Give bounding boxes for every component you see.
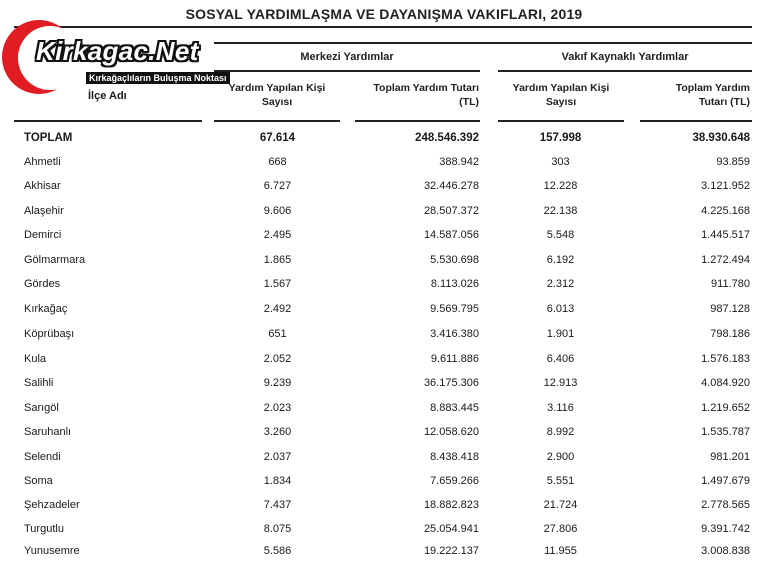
tutar-merkezi: 12.058.620	[423, 426, 479, 438]
table-row	[0, 475, 768, 495]
group-rule-vakif	[498, 70, 752, 72]
tutar-merkezi: 28.507.372	[423, 205, 479, 217]
col2-line1: Toplam Yardım Tutarı	[373, 82, 479, 94]
tutar-vakif: 987.128	[710, 303, 750, 315]
column-header-ilce: İlçe Adı	[88, 90, 127, 102]
header-top-rule	[214, 42, 752, 44]
col3-line1: Yardım Yapılan Kişi	[512, 82, 610, 94]
tutar-vakif: 2.778.565	[701, 499, 750, 511]
col1-line2: Sayısı	[261, 96, 293, 108]
ilce-name: Alaşehir	[24, 205, 64, 217]
column-header-kisi-merkezi	[214, 81, 340, 109]
logo-tagline: Kırkağaçlıların Buluşma Noktası	[86, 72, 230, 84]
table-row	[0, 278, 768, 298]
column-header-tutar-merkezi	[355, 81, 479, 109]
tutar-merkezi: 9.569.795	[430, 303, 479, 315]
tutar-merkezi: 5.530.698	[430, 254, 479, 266]
kisi-merkezi: 7.437	[263, 499, 292, 511]
tutar-vakif: 1.272.494	[701, 254, 750, 266]
ilce-name: Ahmetli	[24, 156, 61, 168]
ilce-name: Turgutlu	[24, 523, 64, 535]
header-rule-c4	[640, 120, 752, 122]
kisi-merkezi: 2.023	[263, 402, 292, 414]
tutar-vakif: 4.225.168	[701, 205, 750, 217]
table-row	[0, 545, 768, 565]
table-row	[0, 303, 768, 323]
ilce-name: Kırkağaç	[24, 303, 68, 315]
total-kisi-vakif: 157.998	[539, 132, 582, 144]
tutar-vakif: 1.535.787	[701, 426, 750, 438]
tutar-merkezi: 388.942	[439, 156, 479, 168]
tutar-vakif: 911.780	[711, 278, 750, 290]
tutar-vakif: 981.201	[710, 451, 750, 463]
table-row	[0, 353, 768, 373]
header-rule-c2	[355, 120, 480, 122]
tutar-merkezi: 9.611.886	[430, 353, 479, 365]
tutar-merkezi: 8.438.418	[430, 451, 479, 463]
kisi-merkezi: 1.834	[263, 475, 292, 487]
tutar-vakif: 93.859	[716, 156, 750, 168]
ilce-name: Saruhanlı	[24, 426, 72, 438]
table-row	[0, 180, 768, 200]
ilce-name: Gördes	[24, 278, 61, 290]
ilce-name: Demirci	[24, 229, 62, 241]
tutar-vakif: 1.445.517	[701, 229, 750, 241]
tutar-vakif: 1.219.652	[701, 402, 750, 414]
header-rule-c3	[498, 120, 624, 122]
table-row	[0, 451, 768, 471]
kisi-merkezi: 1.865	[263, 254, 292, 266]
group-header-merkezi: Merkezi Yardımlar	[300, 51, 394, 63]
table-row	[0, 377, 768, 397]
page-title: SOSYAL YARDIMLAŞMA VE DAYANIŞMA VAKIFLARI, 2019	[185, 6, 583, 22]
ilce-name: Selendi	[24, 451, 61, 463]
kisi-vakif: 6.192	[546, 254, 575, 266]
kisi-vakif: 5.548	[546, 229, 575, 241]
kisi-merkezi: 1.567	[263, 278, 292, 290]
col1-line1: Yardım Yapılan Kişi	[228, 82, 326, 94]
kisi-vakif: 12.228	[543, 180, 578, 192]
tutar-merkezi: 19.222.137	[423, 545, 479, 557]
kisi-vakif: 21.724	[543, 499, 578, 511]
kisi-merkezi: 2.052	[263, 353, 292, 365]
kisi-vakif: 2.312	[546, 278, 575, 290]
total-kisi-merkezi: 67.614	[259, 132, 296, 144]
ilce-name: Köprübaşı	[24, 328, 75, 340]
column-header-tutar-vakif	[640, 81, 750, 109]
tutar-vakif: 4.084.920	[701, 377, 750, 389]
kisi-merkezi: 9.239	[263, 377, 292, 389]
kisi-merkezi: 6.727	[263, 180, 292, 192]
table-row	[0, 328, 768, 348]
group-rule-merkezi	[214, 70, 480, 72]
ilce-name: Kula	[24, 353, 47, 365]
kisi-merkezi: 8.075	[263, 523, 292, 535]
ilce-name: Soma	[24, 475, 53, 487]
table-row	[0, 205, 768, 225]
ilce-name: Yunusemre	[24, 545, 80, 557]
tutar-merkezi: 14.587.056	[423, 229, 479, 241]
group-header-vakif: Vakıf Kaynaklı Yardımlar	[561, 51, 689, 63]
kisi-merkezi: 5.586	[263, 545, 292, 557]
kisi-merkezi: 668	[268, 156, 287, 168]
table-row	[0, 156, 768, 176]
header-rule-ilce	[14, 120, 202, 122]
ilce-name: Gölmarmara	[24, 254, 86, 266]
col4-line2: Tutarı (TL)	[698, 96, 750, 108]
tutar-vakif: 1.576.183	[701, 353, 750, 365]
tutar-vakif: 1.497.679	[701, 475, 750, 487]
total-tutar-merkezi: 248.546.392	[415, 132, 479, 144]
total-tutar-vakif: 38.930.648	[692, 132, 750, 144]
table-row	[0, 229, 768, 249]
ilce-name: Akhisar	[24, 180, 61, 192]
kisi-merkezi: 2.037	[263, 451, 292, 463]
kisi-vakif: 12.913	[543, 377, 578, 389]
ilce-name: Şehzadeler	[24, 499, 80, 511]
total-label: TOPLAM	[24, 132, 73, 144]
kisi-merkezi: 9.606	[263, 205, 292, 217]
col4-line1: Toplam Yardım	[675, 82, 750, 94]
kisi-vakif: 22.138	[543, 205, 578, 217]
col2-line2: (TL)	[459, 96, 479, 108]
kisi-vakif: 6.013	[546, 303, 575, 315]
tutar-merkezi: 8.113.026	[430, 278, 479, 290]
kisi-merkezi: 2.495	[263, 229, 292, 241]
table-row	[0, 426, 768, 446]
kisi-merkezi: 651	[268, 328, 287, 340]
tutar-merkezi: 8.883.445	[430, 402, 479, 414]
kisi-vakif: 5.551	[546, 475, 575, 487]
kisi-vakif: 11.955	[544, 545, 577, 557]
table-row	[0, 523, 768, 543]
header-rule-c1	[214, 120, 340, 122]
tutar-vakif: 798.186	[710, 328, 750, 340]
kisi-vakif: 303	[551, 156, 570, 168]
tutar-vakif: 3.121.952	[701, 180, 750, 192]
table-row	[0, 402, 768, 422]
tutar-merkezi: 3.416.380	[430, 328, 479, 340]
kisi-vakif: 6.406	[546, 353, 575, 365]
kisi-vakif: 1.901	[546, 328, 575, 340]
ilce-name: Sarıgöl	[24, 402, 59, 414]
kisi-vakif: 27.806	[543, 523, 578, 535]
tutar-merkezi: 36.175.306	[423, 377, 479, 389]
kisi-merkezi: 3.260	[263, 426, 292, 438]
logo-name: Kirkagac.Net	[36, 36, 199, 66]
kisi-vakif: 3.116	[547, 402, 574, 414]
kisi-merkezi: 2.492	[263, 303, 292, 315]
column-header-kisi-vakif	[498, 81, 624, 109]
tutar-merkezi: 18.882.823	[423, 499, 479, 511]
kisi-vakif: 8.992	[546, 426, 575, 438]
tutar-vakif: 9.391.742	[701, 523, 750, 535]
tutar-vakif: 3.008.838	[701, 545, 750, 557]
col3-line2: Sayısı	[545, 96, 577, 108]
table-row	[0, 254, 768, 274]
table-row	[0, 499, 768, 519]
table-row-total	[0, 132, 768, 152]
tutar-merkezi: 25.054.941	[423, 523, 479, 535]
tutar-merkezi: 32.446.278	[423, 180, 479, 192]
kisi-vakif: 2.900	[546, 451, 575, 463]
tutar-merkezi: 7.659.266	[430, 475, 479, 487]
ilce-name: Salihli	[24, 377, 54, 389]
